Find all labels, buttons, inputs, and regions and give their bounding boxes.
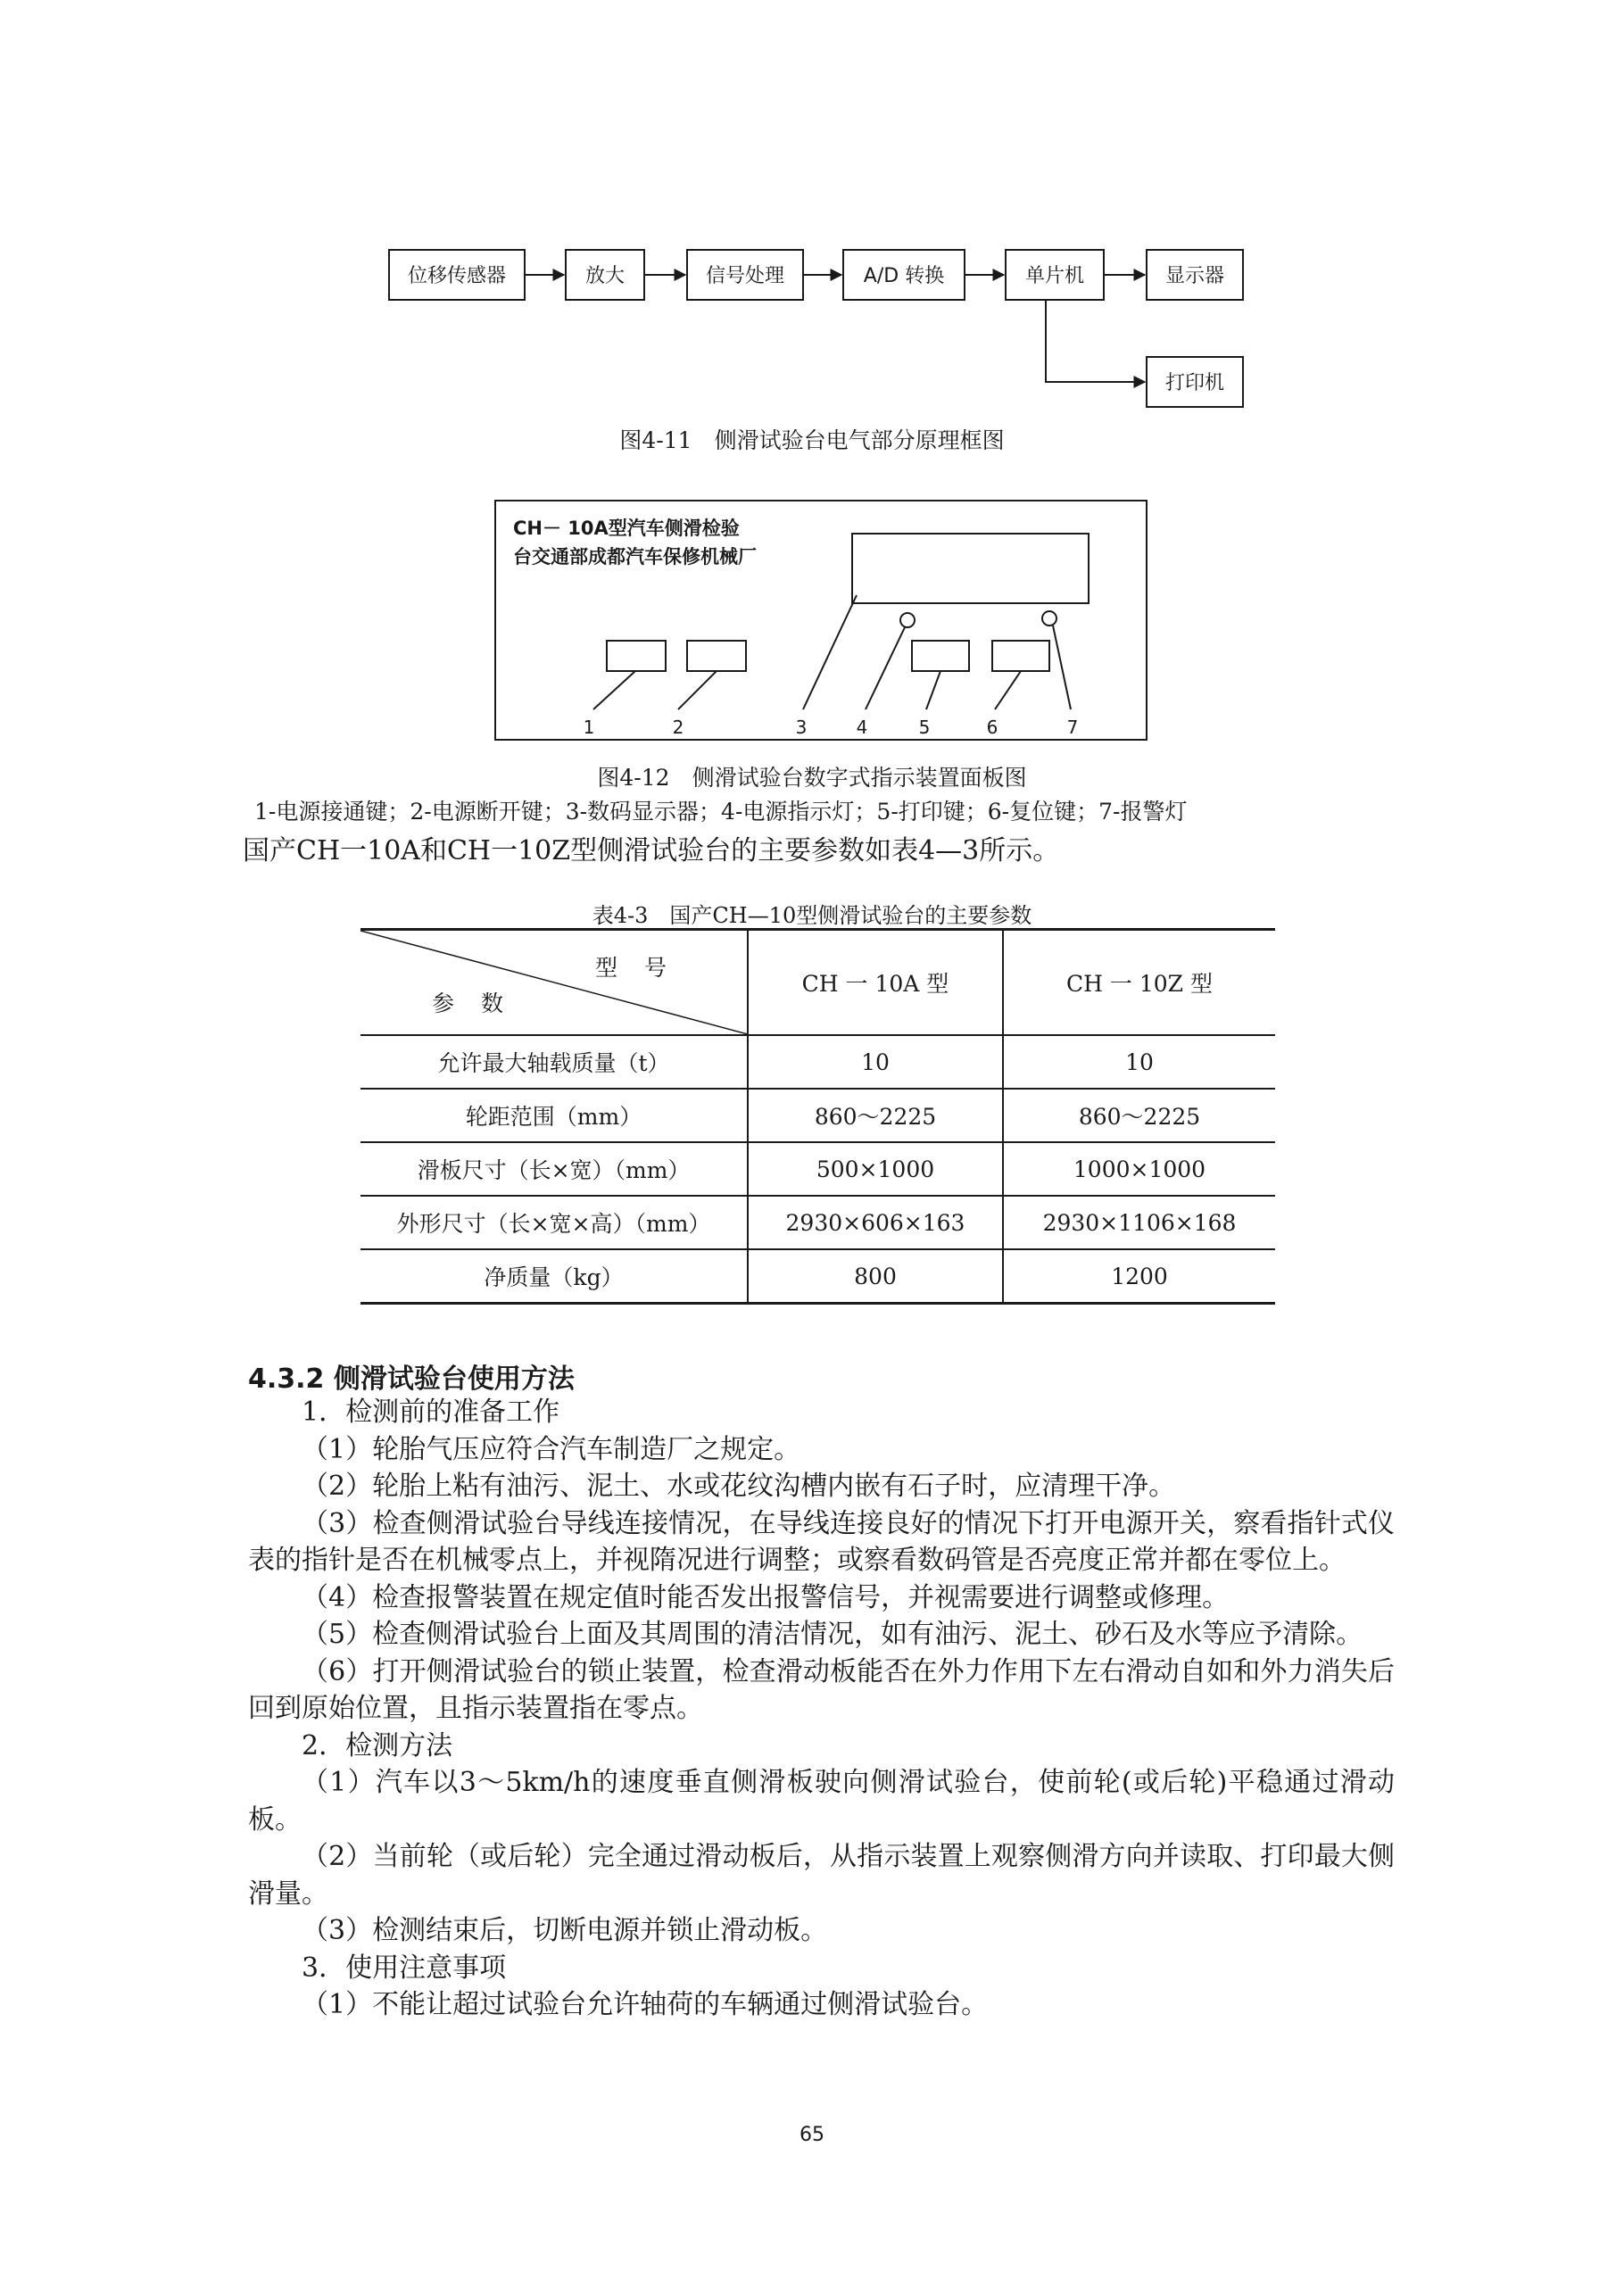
callout-number: 3 [795, 717, 808, 738]
leader-2 [678, 671, 717, 709]
diagonal-line [360, 931, 748, 1034]
leader-5 [926, 671, 940, 709]
header-type: 型号 [594, 955, 693, 981]
callout-number: 7 [1066, 717, 1079, 738]
paragraph: （2）轮胎上粘有油污、泥土、水或花纹沟槽内嵌有石子时，应清理干净。 [302, 1471, 1176, 1502]
callout-number: 2 [672, 717, 684, 738]
row-label: 允许最大轴载质量（t） [360, 1035, 748, 1089]
table-row [360, 1035, 1275, 1089]
row-label: 滑板尺寸（长×宽）（mm） [360, 1142, 748, 1196]
arrow-6 [1046, 300, 1145, 382]
block-label: 放大 [584, 265, 626, 287]
panel-text: CH－ 10A型汽车侧滑检验 [513, 518, 740, 539]
callout-number: 5 [918, 717, 931, 738]
panel-diagram [0, 495, 1624, 754]
leader-4 [866, 627, 905, 709]
table-row [360, 1089, 1275, 1142]
reset-key [992, 641, 1049, 671]
section-body [248, 1394, 1395, 2024]
paragraph: （5）检查侧滑试验台上面及其周围的清洁情况，如有油污、泥土、砂石及水等应予清除。 [302, 1619, 1363, 1650]
leader-7 [1053, 626, 1071, 709]
table-row [360, 1196, 1275, 1249]
figure-legend: 1-电源接通键；2-电源断开键；3-数码显示器；4-电源指示灯；5-打印键；6-复位键；7-报警灯 [254, 799, 1188, 825]
block-label: 位移传感器 [407, 265, 507, 287]
figure-caption: 图4-11 侧滑试验台电气部分原理框图 [619, 427, 1005, 453]
panel-text: 台交通部成都汽车保修机械厂 [513, 546, 757, 568]
power-on-key [607, 641, 666, 671]
leader-1 [593, 671, 635, 709]
cell-10a: 10 [748, 1035, 1003, 1089]
paragraph: （6）打开侧滑试验台的锁止装置，检查滑动板能否在外力作用下左右滑动自如和外力消失后回到原始位置，且指示装置指在零点。 [248, 1655, 1395, 1724]
block-label: 打印机 [1164, 372, 1225, 394]
alarm-lamp [1042, 611, 1056, 626]
lead-paragraph: 国产CH一10A和CH一10Z型侧滑试验台的主要参数如表4—3所示。 [243, 835, 1060, 866]
row-label: 净质量（kg） [360, 1249, 748, 1304]
leader-3 [803, 595, 857, 709]
block-label: 单片机 [1024, 265, 1085, 287]
cell-10z: 2930×1106×168 [1003, 1196, 1275, 1249]
block-label: 显示器 [1164, 265, 1225, 287]
cell-10z: 10 [1003, 1035, 1275, 1089]
power-indicator [900, 613, 915, 627]
block-diagram [0, 223, 1624, 419]
table-caption: 表4-3 国产CH—10型侧滑试验台的主要参数 [592, 903, 1032, 928]
subheading: 2．检测方法 [302, 1729, 453, 1761]
row-label: 轮距范围（mm） [360, 1089, 748, 1142]
leader-6 [995, 671, 1021, 709]
callout-number: 1 [583, 717, 595, 738]
paragraph: （3）检测结束后，切断电源并锁止滑动板。 [302, 1915, 828, 1946]
paragraph: （3）检查侧滑试验台导线连接情况，在导线连接良好的情况下打开电源开关，察看指针式仪表的指针是否在机械零点上，并视隋况进行调整；或察看数码管是否亮度正常并都在零位上。 [248, 1507, 1395, 1576]
paragraph: （4）检查报警装置在规定值时能否发出报警信号，并视需要进行调整或修理。 [302, 1581, 1230, 1613]
cell-10z: 1200 [1003, 1249, 1275, 1304]
table-row [360, 1142, 1275, 1196]
cell-10a: 500×1000 [748, 1142, 1003, 1196]
cell-10z: 860～2225 [1003, 1089, 1275, 1142]
print-key [912, 641, 969, 671]
cell-10a: 800 [748, 1249, 1003, 1304]
row-label: 外形尺寸（长×宽×高）（mm） [360, 1196, 748, 1249]
power-off-key [687, 641, 746, 671]
table-header-row [360, 930, 1275, 1036]
block-label: A/D 转换 [863, 265, 945, 287]
digital-display [852, 534, 1089, 603]
paragraph: （1）汽车以3～5km/h的速度垂直侧滑板驶向侧滑试验台，使前轮(或后轮)平稳通过滑动板。 [248, 1767, 1395, 1836]
column-header: CH 一 10Z 型 [1003, 930, 1275, 1036]
cell-10z: 1000×1000 [1003, 1142, 1275, 1196]
parameter-table [360, 928, 1275, 1305]
table-row [360, 1249, 1275, 1304]
callout-number: 4 [856, 717, 868, 738]
section-heading: 4.3.2 侧滑试验台使用方法 [248, 1364, 575, 1395]
cell-10a: 860～2225 [748, 1089, 1003, 1142]
subheading: 3．使用注意事项 [302, 1952, 507, 1984]
callout-number: 6 [986, 717, 998, 738]
block-label: 信号处理 [705, 265, 785, 287]
diagonal-header-cell [360, 930, 748, 1036]
paragraph: （1）不能让超过试验台允许轴荷的车辆通过侧滑试验台。 [302, 1989, 989, 2020]
paragraph: （2）当前轮（或后轮）完全通过滑动板后，从指示装置上观察侧滑方向并读取、打印最大侧滑量。 [248, 1841, 1395, 1910]
page-number: 65 [800, 2124, 824, 2146]
subheading: 1．检测前的准备工作 [302, 1397, 560, 1428]
figure-caption: 图4-12 侧滑试验台数字式指示装置面板图 [597, 765, 1027, 791]
header-param: 参数 [432, 991, 531, 1016]
cell-10a: 2930×606×163 [748, 1196, 1003, 1249]
column-header: CH 一 10A 型 [748, 930, 1003, 1036]
paragraph: （1）轮胎气压应符合汽车制造厂之规定。 [302, 1433, 801, 1465]
